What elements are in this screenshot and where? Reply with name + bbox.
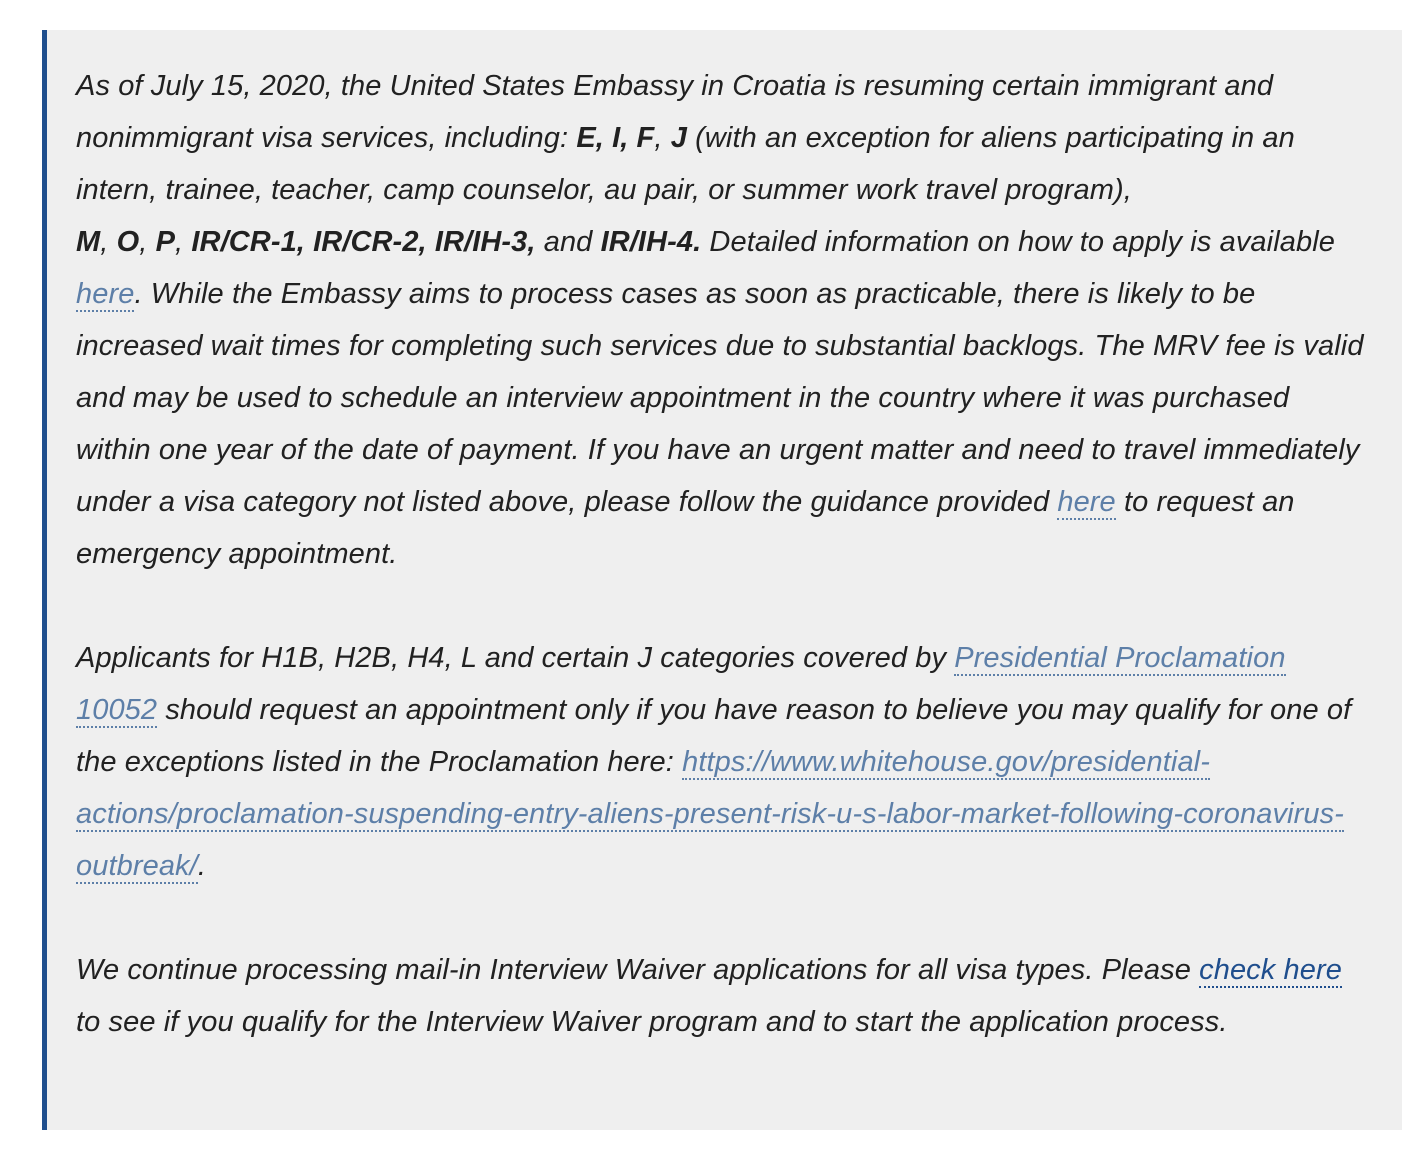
apply-info-link[interactable]: here — [76, 278, 135, 310]
emergency-guidance-link[interactable]: here — [1057, 486, 1116, 518]
paragraph-visa-resumption: As of July 15, 2020, the United States Embassy in Croatia is resuming certain immigrant and nonimmigrant visa services, including: E, I, F, J (with an exception for aliens participating in an intern, trainee, teacher, camp counselor, au pair, or summer work travel program), M, O, P, IR/CR-1, IR/CR-2, IR/IH-3, and IR/IH-4. Detailed information on how to apply is available here. While the Embassy aims to process cases as soon as practicable, there is likely to be increased wait times for completing such services due to substantial backlogs. The MRV fee is valid and may be used to schedule an interview appointment in the country where it was purchased within one year of the date of payment. If you have an urgent matter and need to travel immediately under a visa category not listed above, please follow the guidance provided here to request an emergency appointment. — [76, 70, 1364, 570]
proclamation-10052-link[interactable]: Presidential Proclamation 10052 — [76, 642, 1286, 726]
visa-services-notice — [42, 30, 1402, 1130]
whitehouse-url-link[interactable]: https://www.whitehouse.gov/presidential-actions/proclamation-suspending-entry-aliens-present-risk-u-s-labor-market-following-coronavirus-outbreak/ — [76, 746, 1344, 882]
visa-class-p: P — [155, 226, 176, 258]
visa-class-ir-ih-4: IR/IH-4. — [600, 226, 702, 258]
interview-waiver-check-link[interactable]: check here — [1199, 954, 1342, 986]
paragraph-proclamation: Applicants for H1B, H2B, H4, L and certain J categories covered by Presidential Proclamation 10052 should request an appointment only if you have reason to believe you may qualify for one of the exceptions listed in the Proclamation here: https://www.whitehouse.gov/presidential-actions/proclamation-suspending-entry-aliens-present-risk-u-s-labor-market-following-coronavirus-outbreak/. — [76, 642, 1352, 882]
visa-class-m: M — [76, 226, 101, 258]
visa-classes-e-i-f: E, I, F — [576, 122, 655, 154]
visa-classes-ir-cr: IR/CR-1, IR/CR-2, IR/IH-3, — [191, 226, 536, 258]
paragraph-interview-waiver: We continue processing mail-in Interview Waiver applications for all visa types. Please check here to see if you qualify for the Interview Waiver program and to start the application process. — [76, 954, 1342, 1038]
visa-class-o: O — [116, 226, 140, 258]
visa-class-j: J — [670, 122, 687, 154]
